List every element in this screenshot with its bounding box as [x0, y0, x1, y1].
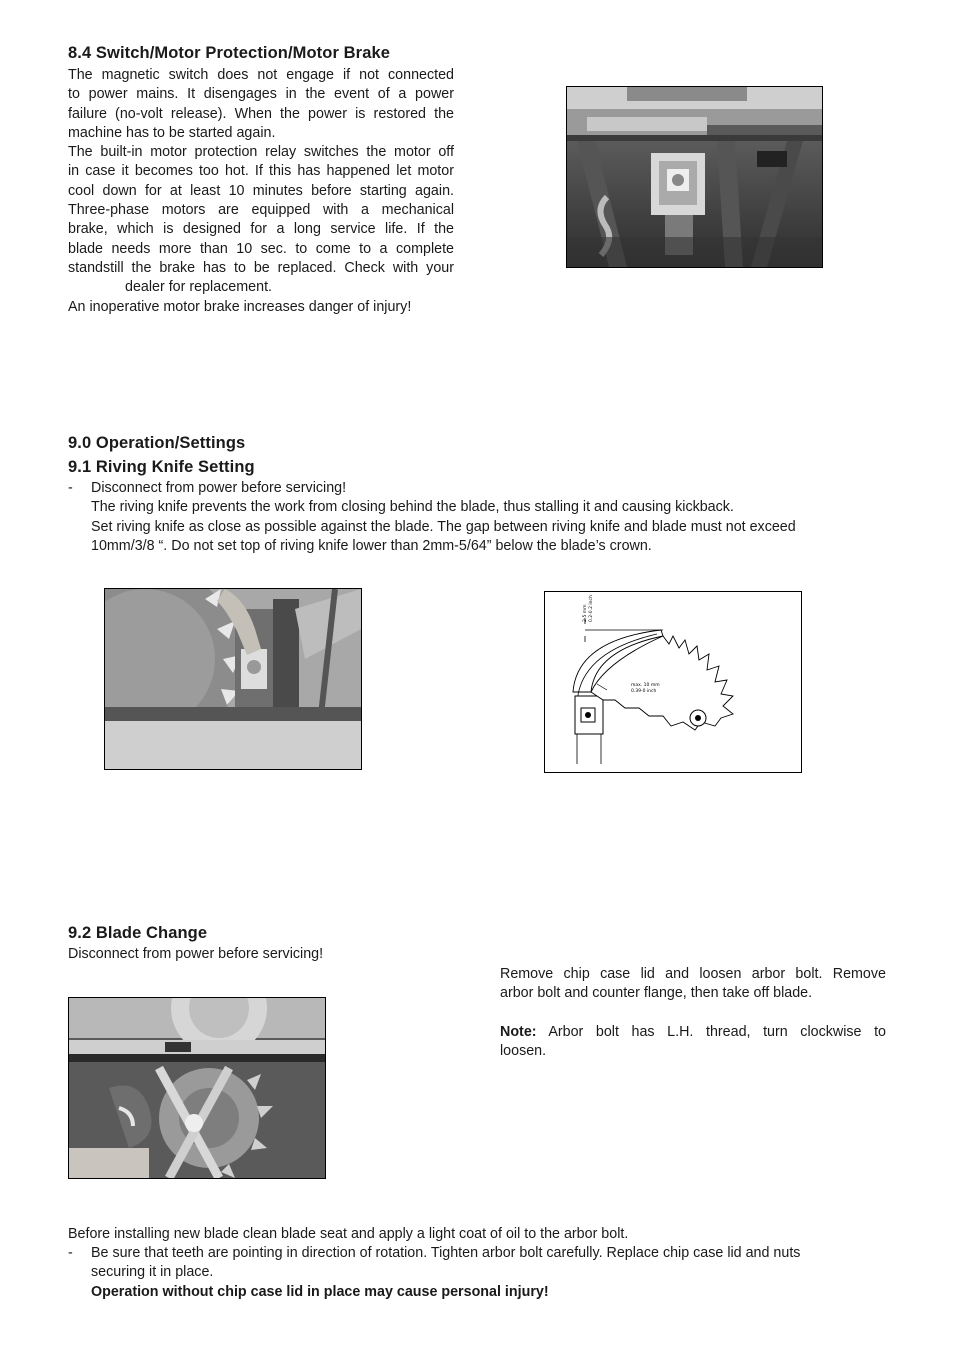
text-line: to power mains. It disengages in the event of a power — [68, 86, 454, 103]
text-line: Set riving knife as close as possible against the blade. The gap between riving knife and blade must not exceed — [91, 518, 796, 535]
bold-warning: Operation without chip case lid in place may cause personal injury! — [91, 1283, 549, 1300]
text-line: The magnetic switch does not engage if not connected — [68, 67, 454, 83]
text-line: failure (no-volt release). When the power is restored the — [68, 105, 454, 122]
text-line: 10mm/3/8 “. Do not set top of riving knife lower than 2mm-5/64” below the blade’s crown. — [91, 537, 652, 554]
text-line: securing it in place. — [91, 1264, 214, 1281]
gap-label: max. 10 mm — [631, 683, 660, 688]
section-9-1-text — [91, 479, 887, 556]
note-line — [500, 1023, 886, 1042]
text-line: An inoperative motor brake increases danger of injury! — [68, 298, 412, 315]
text-line: The riving knife prevents the work from closing behind the blade, thus stalling it and causing kickback. — [91, 499, 734, 516]
text-line: machine has to be started again. — [68, 124, 276, 141]
section-8-4-text — [68, 66, 454, 317]
riving-knife-photo — [104, 588, 362, 770]
bullet-dash: - — [68, 480, 73, 496]
heading-9-1: 9.1 Riving Knife Setting — [68, 458, 255, 476]
blade-change-photo — [68, 997, 326, 1179]
text-line: Be sure that teeth are pointing in direction of rotation. Tighten arbor bolt carefully. Replace chip case lid and nuts — [91, 1245, 801, 1261]
text-line: in case it becomes too hot. If this has happened let motor — [68, 163, 454, 180]
text-line: cool down for at least 10 minutes before starting again. — [68, 182, 454, 199]
text-line: Three-phase motors are equipped with a mechanical — [68, 202, 454, 219]
blade-change-warning: Disconnect from power before servicing! — [68, 946, 324, 962]
text-line: blade needs more than 10 sec. to come to a complete — [68, 240, 454, 257]
note-label: Note: — [500, 1023, 537, 1040]
top-gap-label: 2-5 mm — [583, 604, 588, 622]
text-line: Remove chip case lid and loosen arbor bolt. Remove — [500, 966, 886, 982]
note-text: Arbor bolt has L.H. thread, turn clockwise to — [548, 1023, 886, 1040]
blade-change-instructions — [500, 965, 886, 1061]
installation-text: Before installing new blade clean blade seat and apply a light coat of oil to the arbor bolt. — [68, 1226, 629, 1242]
text-line: arbor bolt and counter flange, then take off blade. — [500, 985, 813, 1002]
text-line: dealer for replacement. — [125, 279, 273, 296]
text-line: The built-in motor protection relay switches the motor off — [68, 144, 454, 161]
text-line: brake, which is designed for a long service life. If the — [68, 221, 454, 238]
installation-bullet — [91, 1244, 887, 1302]
riving-knife-diagram — [544, 591, 802, 773]
text-line: standstill the brake has to be replaced. Check with your — [68, 259, 454, 276]
text-line: loosen. — [500, 1043, 547, 1060]
gap-label: 0.39-0 inch — [631, 689, 657, 694]
switch-photo — [566, 86, 823, 268]
bullet-dash: - — [68, 1245, 73, 1261]
top-gap-label: 0.2-0.2 inch — [589, 595, 594, 622]
heading-9-2: 9.2 Blade Change — [68, 924, 208, 942]
heading-8-4: 8.4 Switch/Motor Protection/Motor Brake — [68, 44, 391, 62]
heading-9-0: 9.0 Operation/Settings — [68, 434, 246, 452]
text-line: Disconnect from power before servicing! — [91, 480, 347, 496]
